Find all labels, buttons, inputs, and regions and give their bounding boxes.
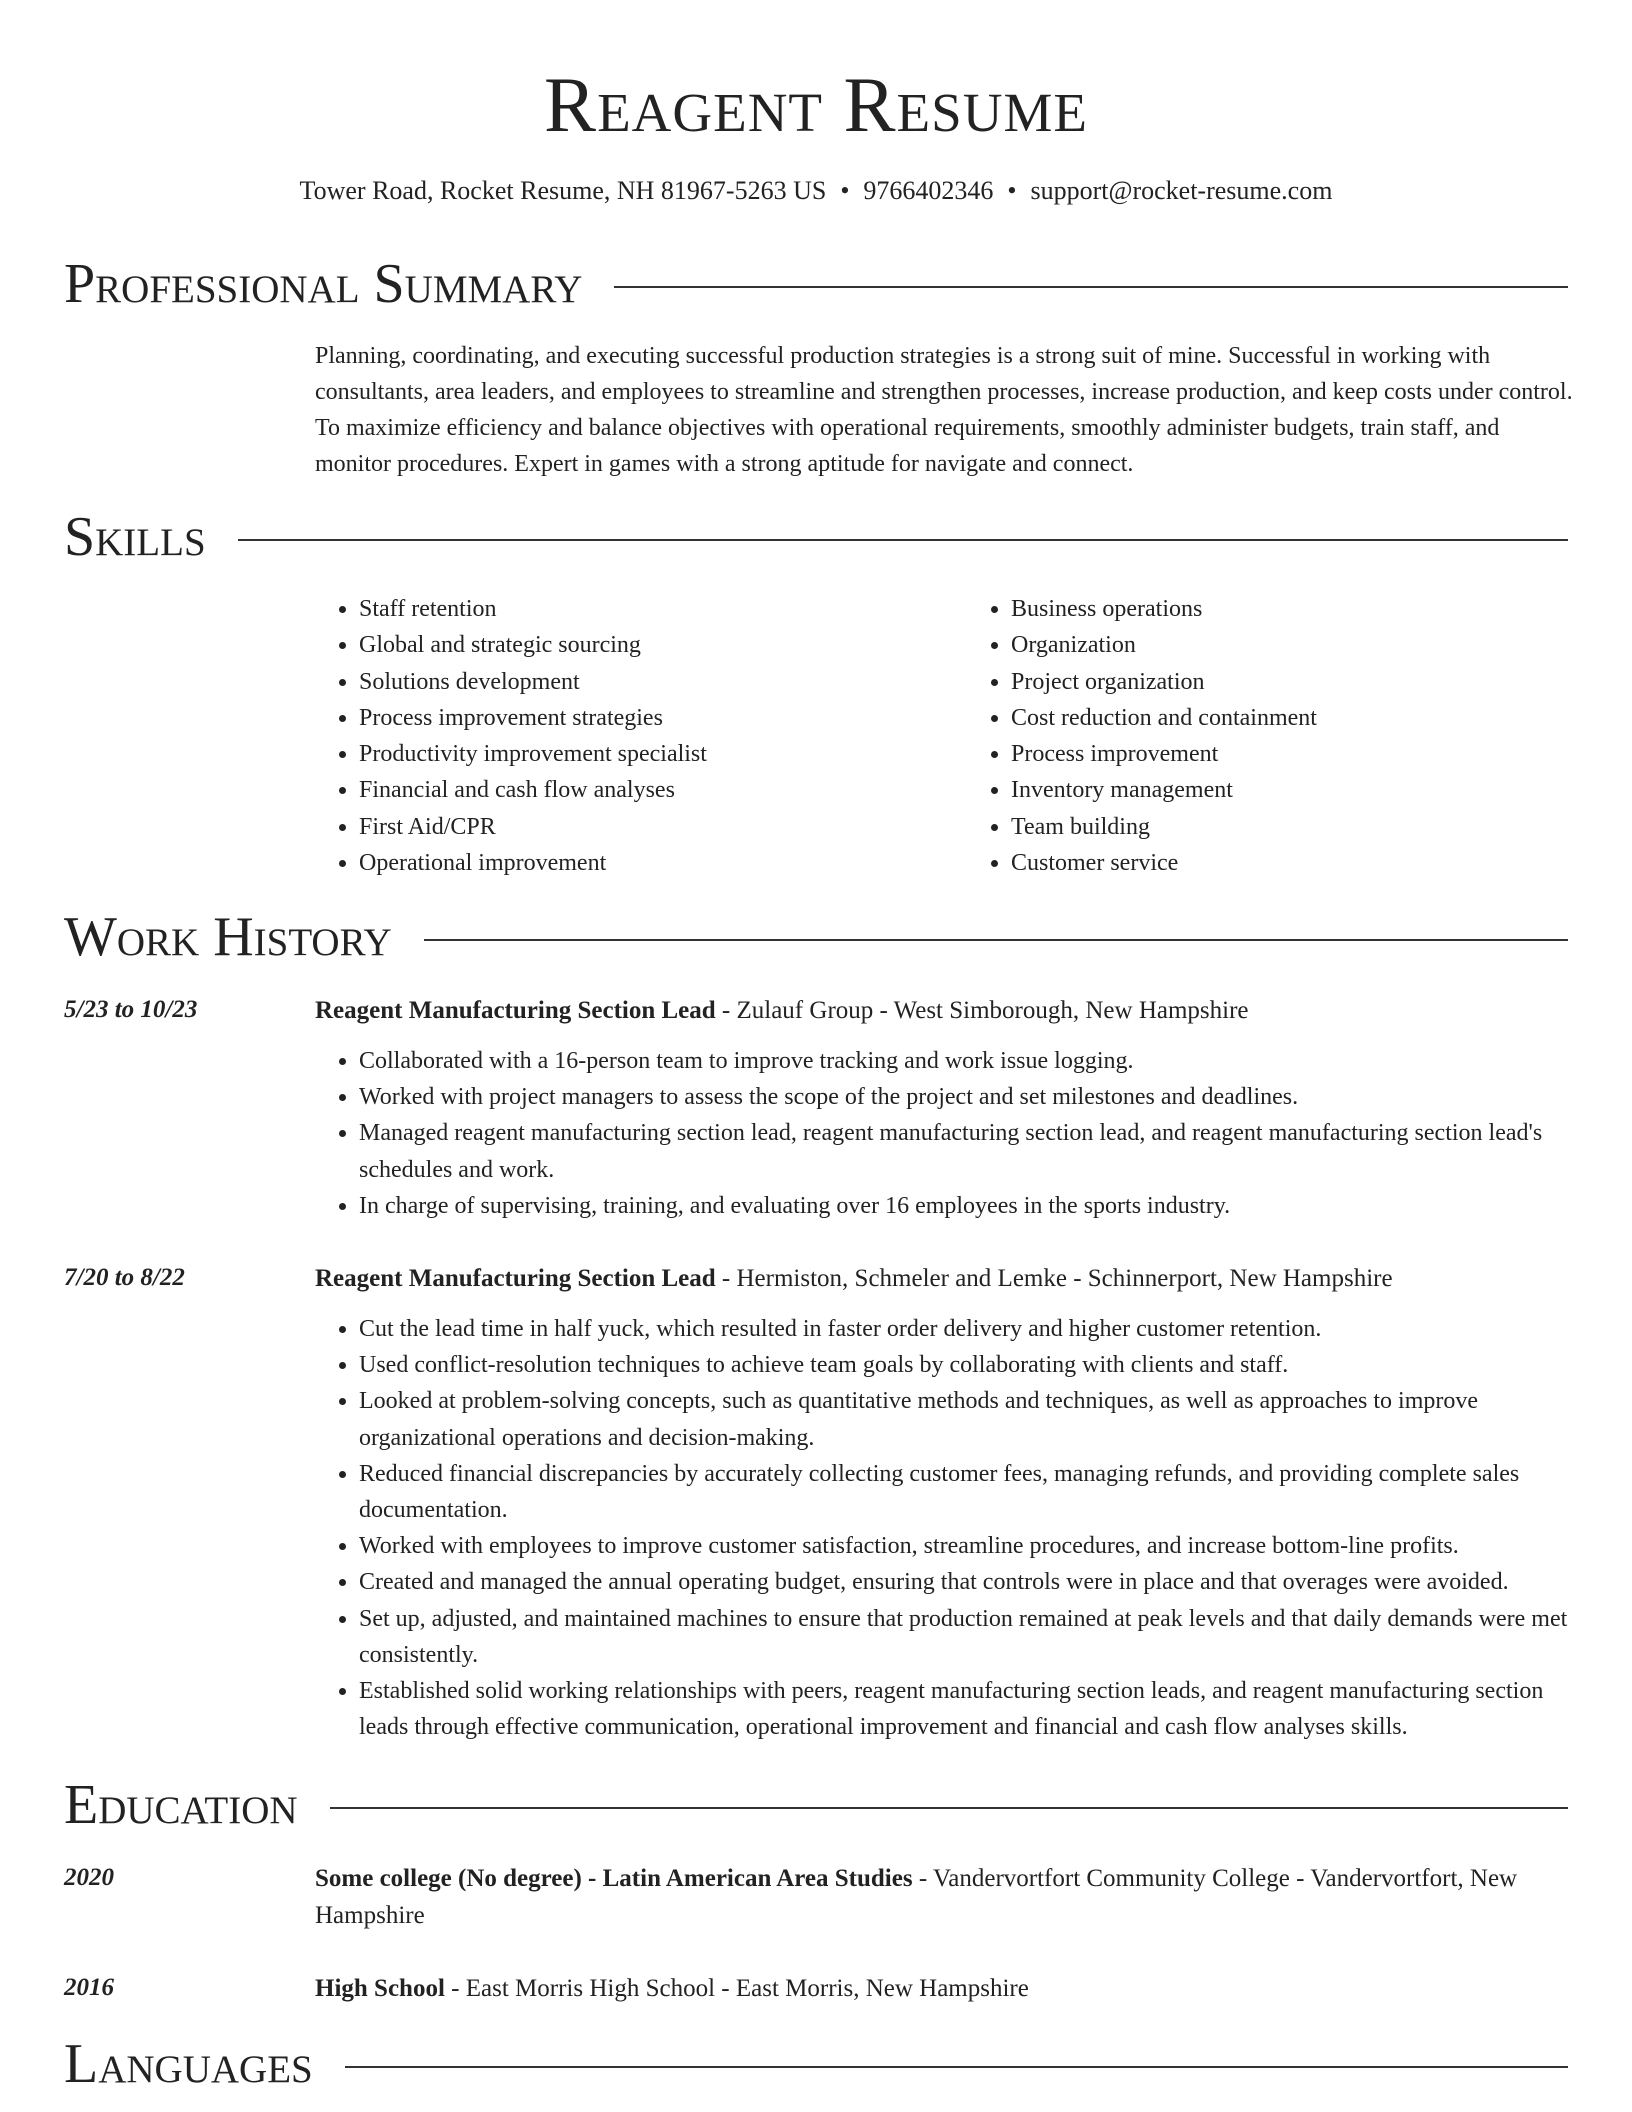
skill-item: • Process improvement strategies [359,700,925,736]
skill-item: • Business operations [1011,591,1577,627]
section-rule [330,1807,1568,1809]
section-rule [238,539,1568,541]
section-title: Languages [64,2033,313,2095]
section-summary-header [64,252,1568,316]
job-bullet: • Managed reagent manufacturing section lead, reagent manufacturing section lead, and reagent manufacturing section lead's schedules and work. [359,1115,1576,1187]
skill-item: • Cost reduction and containment [1011,700,1577,736]
education-headline [315,1860,1576,1934]
job-bullet: • Reduced financial discrepancies by accurately collecting customer fees, managing refunds, and providing complete sales documentation. [359,1456,1576,1528]
job-entry [64,1260,1576,1745]
education-degree: High School [315,1975,445,2002]
separator: • [1007,176,1017,205]
skills-column-left [315,591,925,881]
email: support@rocket-resume.com [1030,176,1333,205]
section-title: Education [64,1774,298,1836]
skill-item: • Solutions development [359,664,925,700]
education-entry [64,1860,1576,1934]
education-date: 2016 [64,1974,114,2001]
address: Tower Road, Rocket Resume, NH 81967-5263 US [299,176,827,205]
skill-item: • Operational improvement [359,845,925,881]
job-bullet: • Looked at problem-solving concepts, such as quantitative methods and techniques, as well as approaches to improve organizational operations and decision-making. [359,1383,1576,1455]
skills-column-right [967,591,1577,881]
job-bullets [315,1043,1576,1224]
job-headline [315,1260,1576,1297]
section-languages-header [64,2032,1568,2096]
job-date: 5/23 to 10/23 [64,996,198,1023]
skill-item: • Global and strategic sourcing [359,627,925,663]
job-role: Reagent Manufacturing Section Lead [315,997,716,1024]
section-title: Skills [64,506,206,568]
education-entry [64,1970,1576,2007]
section-rule [424,939,1568,941]
skill-item: • Project organization [1011,664,1577,700]
section-rule [614,286,1568,288]
skill-item: • Process improvement [1011,736,1577,772]
job-bullet: • Established solid working relationships with peers, reagent manufacturing section leads, and reagent manufacturing section leads through effective communication, operational improvement and financial and cash flow analyses skills. [359,1673,1576,1745]
skill-item: • Productivity improvement specialist [359,736,925,772]
section-skills-header [64,505,1568,569]
skill-item: • Organization [1011,627,1577,663]
education-degree: Some college (No degree) - Latin American Area Studies [315,1865,913,1892]
skill-item: • Inventory management [1011,772,1577,808]
skill-item: • Team building [1011,809,1577,845]
job-bullet: • Used conflict-resolution techniques to achieve team goals by collaborating with clients and staff. [359,1347,1576,1383]
job-bullet: • Created and managed the annual operating budget, ensuring that controls were in place and that overages were avoided. [359,1564,1576,1600]
section-work-header [64,905,1568,969]
job-bullet: • Cut the lead time in half yuck, which resulted in faster order delivery and higher customer retention. [359,1311,1576,1347]
skills-list [315,591,1577,881]
job-bullet: • Collaborated with a 16-person team to improve tracking and work issue logging. [359,1043,1576,1079]
job-date: 7/20 to 8/22 [64,1264,185,1291]
summary-text: Planning, coordinating, and executing successful production strategies is a strong suit of mine. Successful in working with consultants, area leaders, and employees to streamline and strengthen processes, increase production, and keep costs under control. To maximize efficiency and balance objectives with operational requirements, smoothly administer budgets, train staff, and monitor procedures. Expert in games with a strong aptitude for navigate and connect. [315,343,1573,477]
job-details: - Zulauf Group - West Simborough, New Hampshire [715,997,1249,1024]
section-education-header [64,1773,1568,1837]
education-details: - East Morris High School - East Morris, New Hampshire [444,1975,1029,2002]
job-bullet: • Worked with project managers to assess the scope of the project and set milestones and deadlines. [359,1079,1576,1115]
separator: • [840,176,850,205]
resume-name: Reagent Resume [544,61,1088,148]
education-details: - Vandervortfort Community College - Vandervortfort, New Hampshire [315,1865,1518,1929]
skill-item: • Financial and cash flow analyses [359,772,925,808]
skill-item: • First Aid/CPR [359,809,925,845]
section-rule [345,2066,1568,2068]
job-headline [315,992,1576,1029]
job-bullets [315,1311,1576,1745]
education-date: 2020 [64,1864,114,1891]
job-role: Reagent Manufacturing Section Lead [315,1265,716,1292]
section-title: Professional Summary [64,253,583,315]
job-bullet: • In charge of supervising, training, and evaluating over 16 employees in the sports industry. [359,1188,1576,1224]
section-title: Work History [64,906,392,968]
contact-line [0,174,1632,208]
job-bullet: • Set up, adjusted, and maintained machines to ensure that production remained at peak levels and that daily demands were met consistently. [359,1601,1576,1673]
job-entry [64,992,1576,1224]
education-headline [315,1970,1576,2007]
job-details: - Hermiston, Schmeler and Lemke - Schinnerport, New Hampshire [715,1265,1393,1292]
phone: 9766402346 [863,176,994,205]
job-bullet: • Worked with employees to improve customer satisfaction, streamline procedures, and increase bottom-line profits. [359,1528,1576,1564]
skill-item: • Staff retention [359,591,925,627]
skill-item: • Customer service [1011,845,1577,881]
